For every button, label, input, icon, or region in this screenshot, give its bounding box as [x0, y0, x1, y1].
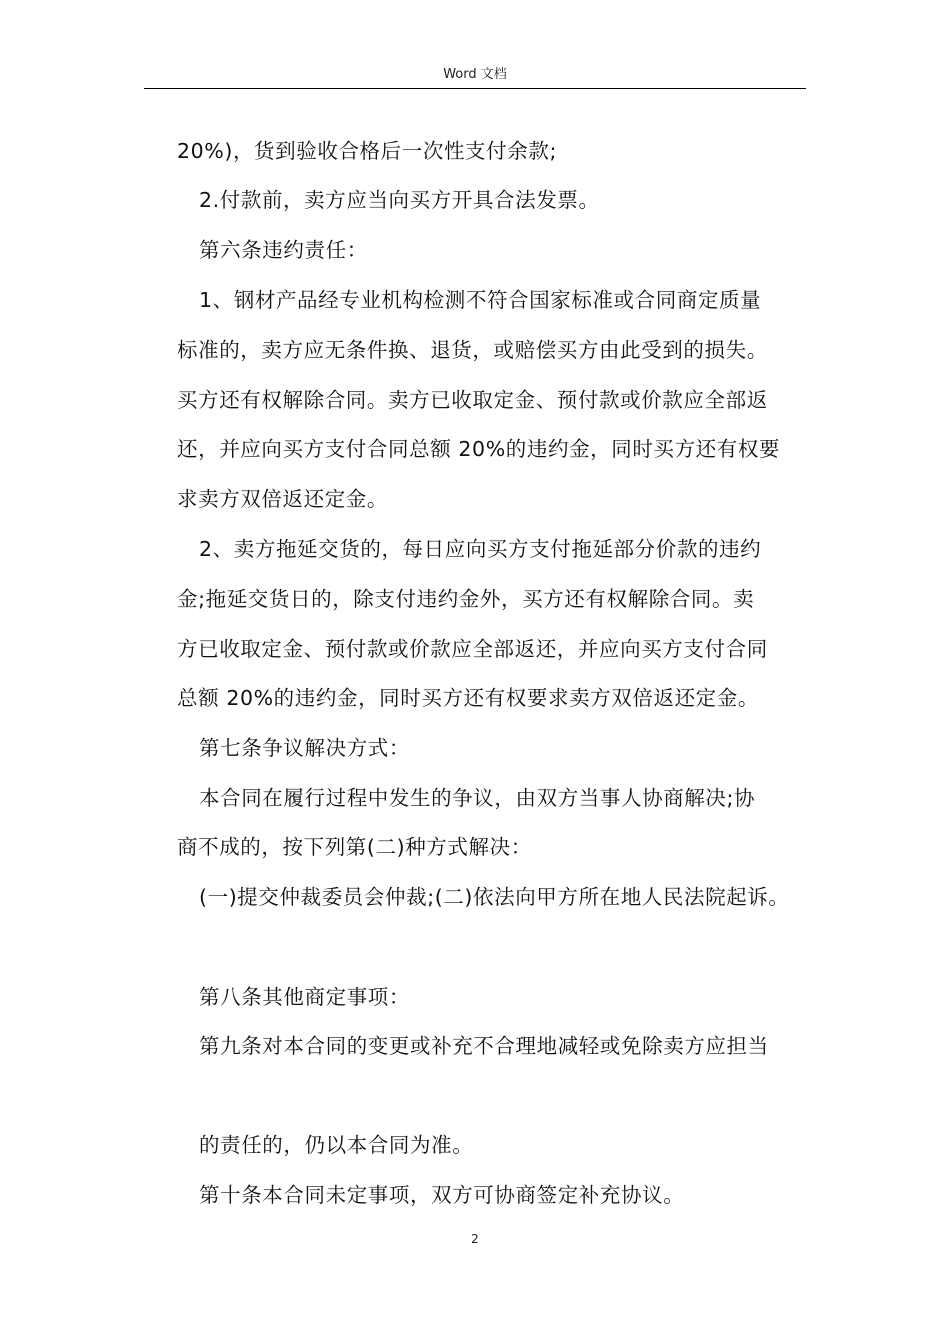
body-line-9: 2、卖方拖延交货的，每日应向买方支付拖延部分价款的违约	[199, 537, 762, 561]
body-line-15: 商不成的，按下列第(二)种方式解决：	[177, 835, 532, 859]
body-line-1: 20%)，货到验收合格后一次性支付余款;	[177, 139, 557, 163]
section-heading-9: 第九条对本合同的变更或补充不合理地减轻或免除卖方应担当	[199, 1034, 769, 1058]
body-line-14: 本合同在履行过程中发生的争议，由双方当事人协商解决;协	[199, 786, 756, 810]
section-heading-8: 第八条其他商定事项：	[199, 985, 410, 1009]
body-line-10: 金;拖延交货日的，除支付违约金外，买方还有权解除合同。卖	[177, 587, 755, 611]
body-line-5: 标准的，卖方应无条件换、退货，或赔偿买方由此受到的损失。	[177, 338, 768, 362]
body-line-11: 方已收取定金、预付款或价款应全部返还，并应向买方支付合同	[177, 637, 768, 661]
page-header: Word 文档	[443, 67, 507, 82]
body-line-19: 的责任的，仍以本合同为准。	[199, 1133, 474, 1157]
body-line-12: 总额 20%的违约金，同时买方还有权要求卖方双倍返还定金。	[177, 686, 759, 710]
body-line-16: (一)提交仲裁委员会仲裁;(二)依法向甲方所在地人民法院起诉。	[199, 885, 790, 909]
header-rule	[144, 88, 806, 89]
body-line-4: 1、钢材产品经专业机构检测不符合国家标准或合同商定质量	[199, 288, 762, 312]
section-heading-7: 第七条争议解决方式：	[199, 736, 410, 760]
section-heading-10: 第十条本合同未定事项，双方可协商签定补充协议。	[199, 1183, 685, 1207]
body-line-2: 2.付款前，卖方应当向买方开具合法发票。	[199, 188, 600, 212]
body-line-6: 买方还有权解除合同。卖方已收取定金、预付款或价款应全部返	[177, 388, 768, 412]
section-heading-6: 第六条违约责任：	[199, 238, 368, 262]
body-line-8: 求卖方双倍返还定金。	[177, 487, 388, 511]
body-line-7: 还，并应向买方支付合同总额 20%的违约金，同时买方还有权要	[177, 437, 781, 461]
page-number: 2	[471, 1232, 479, 1246]
